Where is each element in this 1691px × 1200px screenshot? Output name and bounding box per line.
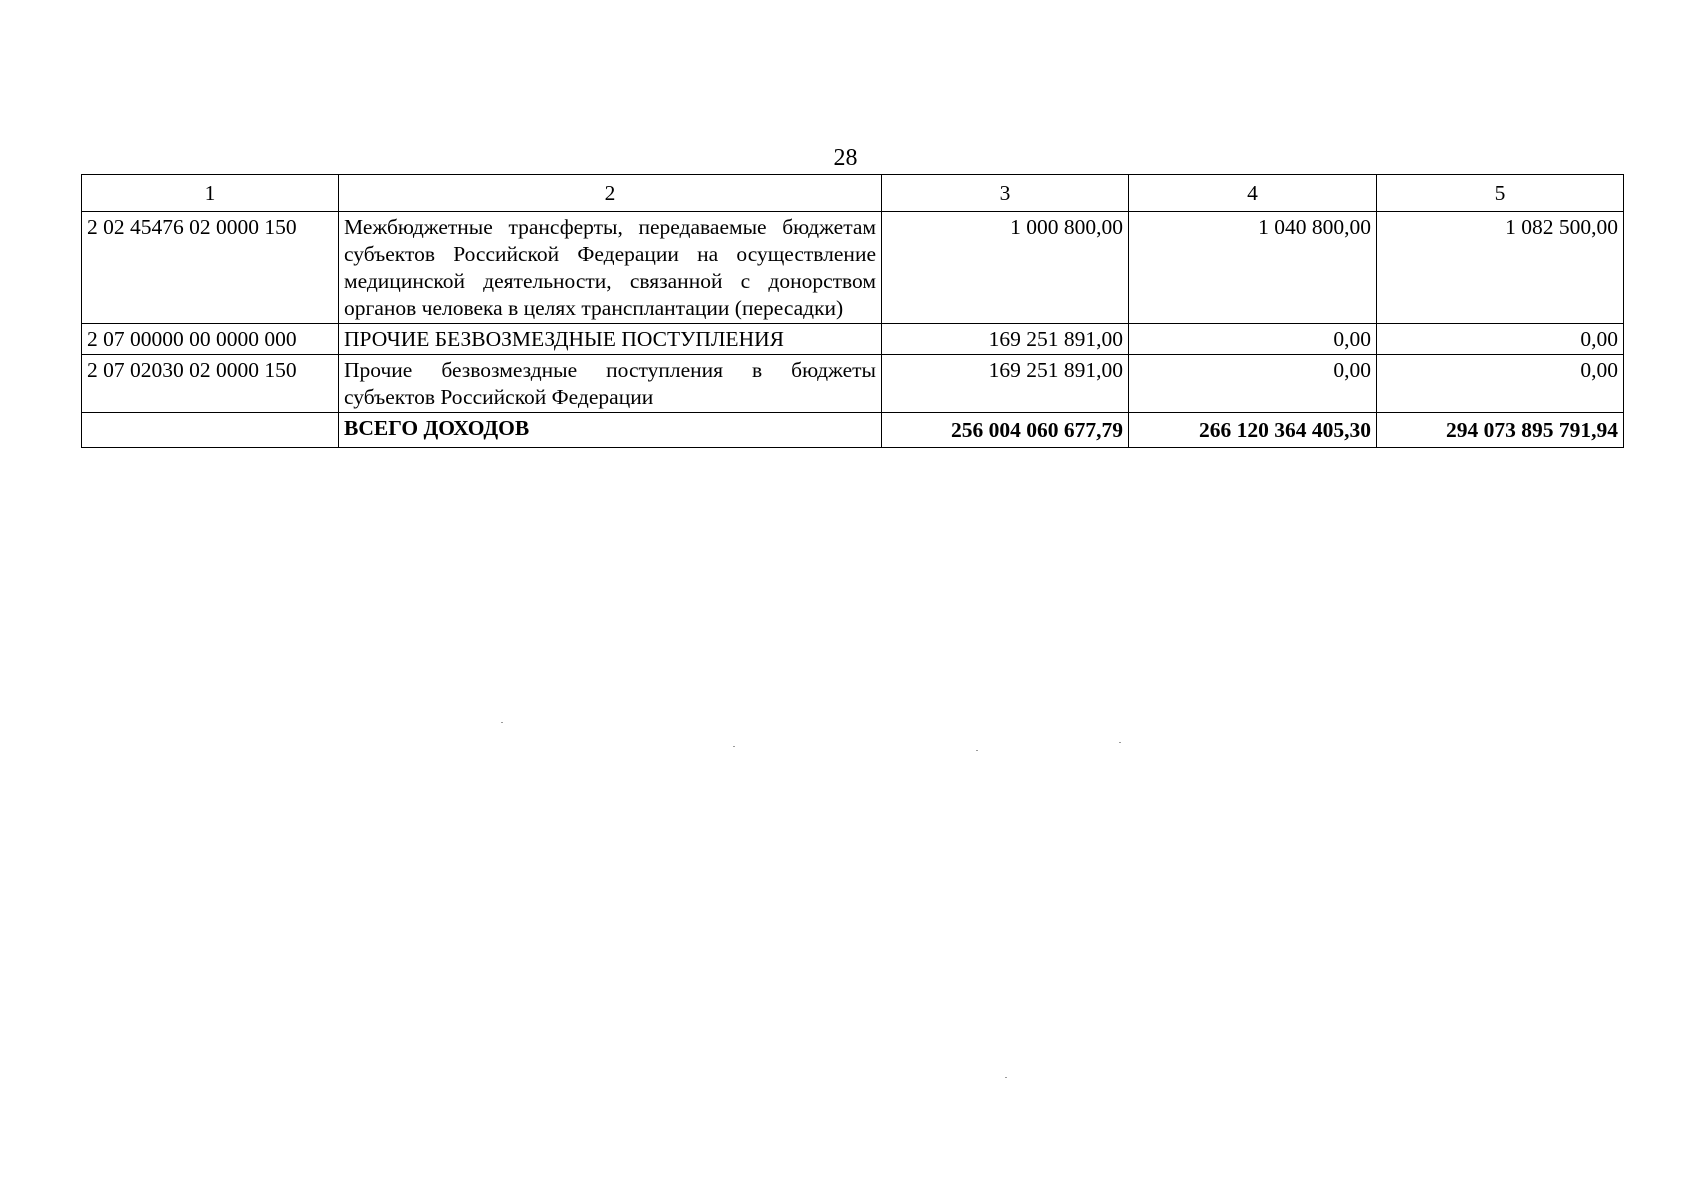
column-header-5: 5 (1377, 175, 1624, 212)
table-row (82, 324, 1624, 355)
row-value-col4: 0,00 (1129, 324, 1377, 355)
header-row (82, 175, 1624, 212)
row-code: 2 07 00000 00 0000 000 (82, 324, 339, 355)
scan-speck (733, 746, 735, 747)
table-row (82, 355, 1624, 413)
scan-speck (976, 750, 978, 751)
column-header-1: 1 (82, 175, 339, 212)
row-value-col5: 0,00 (1377, 324, 1624, 355)
column-header-2: 2 (339, 175, 882, 212)
scan-speck (501, 722, 503, 723)
total-value-col3: 256 004 060 677,79 (882, 413, 1129, 448)
scan-speck (1119, 742, 1121, 743)
total-label: ВСЕГО ДОХОДОВ (339, 413, 882, 448)
row-value-col3: 1 000 800,00 (882, 212, 1129, 324)
total-row (82, 413, 1624, 448)
row-value-col4: 1 040 800,00 (1129, 212, 1377, 324)
row-name: Межбюджетные трансферты, передаваемые бюджетам субъектов Российской Федерации на осуществление медицинской деятельности, связанной с донорством органов человека в целях трансплантации (пересадки) (339, 212, 882, 324)
page-number: 28 (833, 145, 858, 171)
row-value-col5: 0,00 (1377, 355, 1624, 413)
row-value-col3: 169 251 891,00 (882, 355, 1129, 413)
total-value-col4: 266 120 364 405,30 (1129, 413, 1377, 448)
row-value-col3: 169 251 891,00 (882, 324, 1129, 355)
row-value-col4: 0,00 (1129, 355, 1377, 413)
scan-speck (1005, 1077, 1007, 1078)
table-row (82, 212, 1624, 324)
revenue-table (81, 174, 1624, 448)
total-value-col5: 294 073 895 791,94 (1377, 413, 1624, 448)
column-header-3: 3 (882, 175, 1129, 212)
row-name: ПРОЧИЕ БЕЗВОЗМЕЗДНЫЕ ПОСТУПЛЕНИЯ (339, 324, 882, 355)
row-value-col5: 1 082 500,00 (1377, 212, 1624, 324)
row-code: 2 02 45476 02 0000 150 (82, 212, 339, 324)
total-code (82, 413, 339, 448)
column-header-4: 4 (1129, 175, 1377, 212)
row-name: Прочие безвозмездные поступления в бюджеты субъектов Российской Федерации (339, 355, 882, 413)
row-code: 2 07 02030 02 0000 150 (82, 355, 339, 413)
